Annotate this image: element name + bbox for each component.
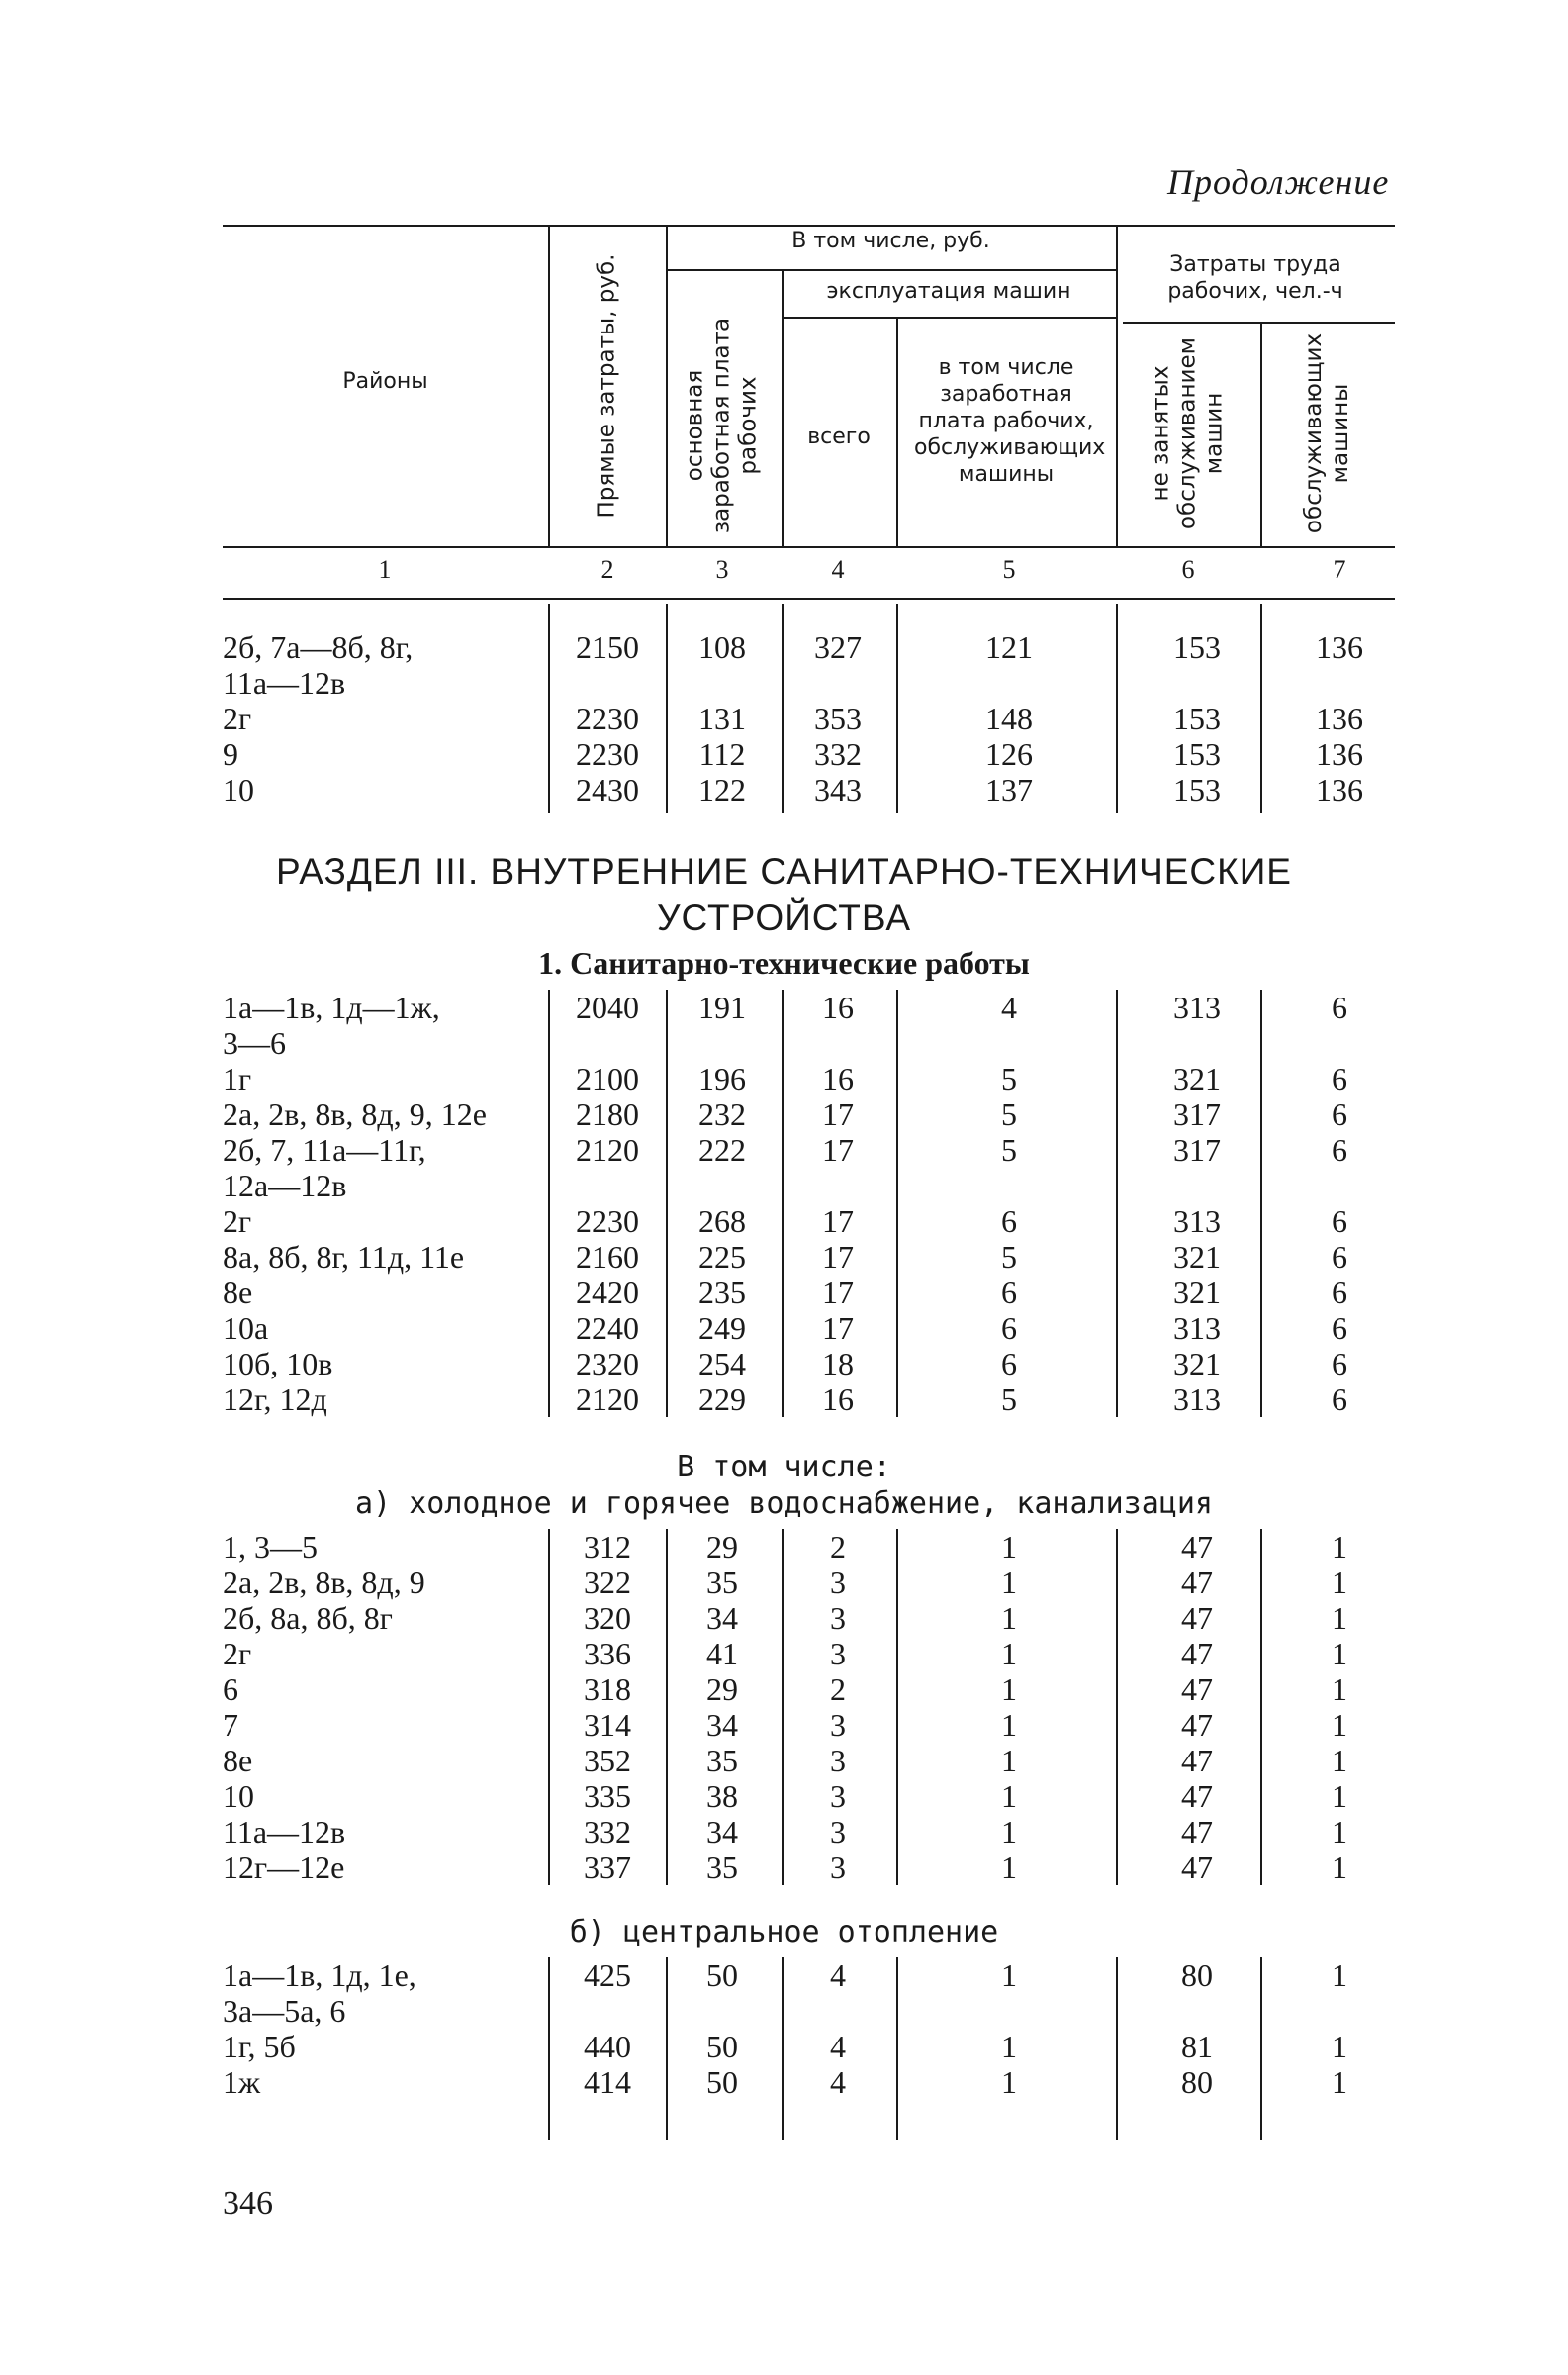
region-cell: 2б, 7а—8б, 8г, xyxy=(223,629,414,665)
value-cell-col6: 321 xyxy=(1173,1239,1221,1275)
region-cell: 2а, 2в, 8в, 8д, 9 xyxy=(223,1565,425,1600)
value-cell-col4: 3 xyxy=(830,1850,846,1885)
value-cell-col5: 1 xyxy=(1001,1957,1017,1993)
value-cell-col3: 50 xyxy=(706,1957,738,1993)
value-cell-col2: 2420 xyxy=(576,1275,639,1310)
header-machine-workers: обслуживающих машины xyxy=(1301,332,1353,534)
value-cell-col2: 337 xyxy=(584,1850,631,1885)
value-cell-col6: 80 xyxy=(1181,1957,1213,1993)
value-cell-col3: 35 xyxy=(706,1743,738,1778)
value-cell-col7: 6 xyxy=(1332,1203,1347,1239)
value-cell-col5: 1 xyxy=(1001,1743,1017,1778)
value-cell-col5: 1 xyxy=(1001,2064,1017,2100)
region-cell: 1а—1в, 1д—1ж, xyxy=(223,990,440,1025)
value-cell-col7: 136 xyxy=(1316,772,1363,808)
value-cell-col5: 148 xyxy=(985,701,1033,736)
value-cell-col3: 38 xyxy=(706,1778,738,1814)
value-cell-col3: 196 xyxy=(698,1061,746,1096)
value-cell-col5: 6 xyxy=(1001,1310,1017,1346)
table-row xyxy=(0,1132,1568,1168)
region-cell: 8е xyxy=(223,1743,253,1778)
value-cell-col2: 2150 xyxy=(576,629,639,665)
value-cell-col2: 440 xyxy=(584,2029,631,2064)
sub-b-title: б) центральное отопление xyxy=(569,1915,999,1949)
value-cell-col6: 47 xyxy=(1181,1671,1213,1707)
value-cell-col3: 34 xyxy=(706,1814,738,1850)
table-row xyxy=(0,1743,1568,1778)
value-cell-col5: 5 xyxy=(1001,1132,1017,1168)
region-cell: 12г, 12д xyxy=(223,1381,327,1417)
value-cell-col7: 136 xyxy=(1316,736,1363,772)
value-cell-col4: 4 xyxy=(830,1957,846,1993)
including-subrule xyxy=(666,269,1116,271)
value-cell-col5: 126 xyxy=(985,736,1033,772)
region-cell: 2б, 7, 11а—11г, xyxy=(223,1132,426,1168)
table-row xyxy=(0,990,1568,1025)
value-cell-col2: 332 xyxy=(584,1814,631,1850)
value-cell-col7: 1 xyxy=(1332,2029,1347,2064)
table-row xyxy=(0,1957,1568,1993)
value-cell-col4: 3 xyxy=(830,1778,846,1814)
value-cell-col3: 41 xyxy=(706,1636,738,1671)
value-cell-col2: 2230 xyxy=(576,736,639,772)
value-cell-col4: 17 xyxy=(822,1203,854,1239)
value-cell-col4: 17 xyxy=(822,1132,854,1168)
header-including-rub: В том числе, руб. xyxy=(791,229,990,253)
value-cell-col7: 1 xyxy=(1332,1707,1347,1743)
value-cell-col5: 1 xyxy=(1001,1636,1017,1671)
value-cell-col5: 1 xyxy=(1001,1671,1017,1707)
value-cell-col6: 321 xyxy=(1173,1275,1221,1310)
value-cell-col5: 5 xyxy=(1001,1061,1017,1096)
region-cell: 1, 3—5 xyxy=(223,1529,318,1565)
header-base-wage: основная заработная плата рабочих xyxy=(682,317,762,534)
colnum-5: 5 xyxy=(1002,555,1016,584)
value-cell-col4: 18 xyxy=(822,1346,854,1381)
value-cell-col7: 6 xyxy=(1332,1381,1347,1417)
region-cell: 11а—12в xyxy=(223,665,346,701)
region-cell: 1ж xyxy=(223,2064,261,2100)
value-cell-col2: 2180 xyxy=(576,1096,639,1132)
table-row xyxy=(0,1600,1568,1636)
value-cell-col4: 16 xyxy=(822,1381,854,1417)
region-cell: 2б, 8а, 8б, 8г xyxy=(223,1600,393,1636)
value-cell-col2: 312 xyxy=(584,1529,631,1565)
value-cell-col6: 47 xyxy=(1181,1565,1213,1600)
value-cell-col6: 81 xyxy=(1181,2029,1213,2064)
value-cell-col3: 35 xyxy=(706,1850,738,1885)
value-cell-col4: 332 xyxy=(814,736,862,772)
value-cell-col7: 1 xyxy=(1332,1529,1347,1565)
region-cell: 6 xyxy=(223,1671,238,1707)
value-cell-col4: 327 xyxy=(814,629,862,665)
value-cell-col3: 229 xyxy=(698,1381,746,1417)
colnum-2: 2 xyxy=(600,555,614,584)
value-cell-col3: 35 xyxy=(706,1565,738,1600)
table-row xyxy=(0,1310,1568,1346)
region-cell: 10 xyxy=(223,772,254,808)
value-cell-col2: 2320 xyxy=(576,1346,639,1381)
colnum-bottom-rule xyxy=(223,598,1395,600)
value-cell-col5: 1 xyxy=(1001,1600,1017,1636)
value-cell-col5: 5 xyxy=(1001,1096,1017,1132)
value-cell-col5: 1 xyxy=(1001,1529,1017,1565)
value-cell-col2: 2160 xyxy=(576,1239,639,1275)
value-cell-col3: 108 xyxy=(698,629,746,665)
value-cell-col5: 121 xyxy=(985,629,1033,665)
value-cell-col6: 153 xyxy=(1173,629,1221,665)
value-cell-col4: 17 xyxy=(822,1275,854,1310)
value-cell-col6: 321 xyxy=(1173,1346,1221,1381)
value-cell-col6: 313 xyxy=(1173,1203,1221,1239)
table-row xyxy=(0,2064,1568,2100)
value-cell-col2: 318 xyxy=(584,1671,631,1707)
region-cell: 12а—12в xyxy=(223,1168,347,1203)
value-cell-col7: 136 xyxy=(1316,629,1363,665)
region-cell: 2г xyxy=(223,701,252,736)
value-cell-col4: 343 xyxy=(814,772,862,808)
value-cell-col5: 6 xyxy=(1001,1275,1017,1310)
sub-a-intro: В том числе: xyxy=(677,1450,891,1484)
region-cell: 8е xyxy=(223,1275,253,1310)
value-cell-col4: 16 xyxy=(822,990,854,1025)
value-cell-col2: 2230 xyxy=(576,1203,639,1239)
value-cell-col4: 3 xyxy=(830,1600,846,1636)
table-row xyxy=(0,701,1568,736)
value-cell-col6: 47 xyxy=(1181,1636,1213,1671)
hv-2 xyxy=(666,225,668,548)
value-cell-col6: 313 xyxy=(1173,1310,1221,1346)
value-cell-col7: 6 xyxy=(1332,1310,1347,1346)
value-cell-col6: 317 xyxy=(1173,1132,1221,1168)
value-cell-col5: 137 xyxy=(985,772,1033,808)
value-cell-col2: 352 xyxy=(584,1743,631,1778)
value-cell-col4: 3 xyxy=(830,1814,846,1850)
value-cell-col2: 2230 xyxy=(576,701,639,736)
region-cell: 9 xyxy=(223,736,238,772)
machine-subrule xyxy=(782,317,1116,319)
value-cell-col7: 1 xyxy=(1332,1743,1347,1778)
value-cell-col6: 153 xyxy=(1173,772,1221,808)
value-cell-col4: 4 xyxy=(830,2029,846,2064)
hv-4 xyxy=(896,317,898,548)
region-cell: 3а—5а, 6 xyxy=(223,1993,346,2029)
table-row xyxy=(0,1025,1568,1061)
table-row xyxy=(0,1239,1568,1275)
value-cell-col4: 2 xyxy=(830,1529,846,1565)
value-cell-col7: 1 xyxy=(1332,1600,1347,1636)
value-cell-col3: 50 xyxy=(706,2029,738,2064)
value-cell-col7: 1 xyxy=(1332,2064,1347,2100)
value-cell-col3: 29 xyxy=(706,1671,738,1707)
value-cell-col2: 320 xyxy=(584,1600,631,1636)
table-row xyxy=(0,736,1568,772)
value-cell-col2: 414 xyxy=(584,2064,631,2100)
hv-1 xyxy=(548,225,550,548)
table-row xyxy=(0,1275,1568,1310)
value-cell-col7: 6 xyxy=(1332,1275,1347,1310)
value-cell-col3: 225 xyxy=(698,1239,746,1275)
header-labor-costs: Затраты труда рабочих, чел.-ч xyxy=(1167,252,1343,304)
table-row xyxy=(0,772,1568,808)
value-cell-col2: 425 xyxy=(584,1957,631,1993)
hv-6 xyxy=(1260,322,1262,548)
value-cell-col7: 1 xyxy=(1332,1850,1347,1885)
value-cell-col5: 4 xyxy=(1001,990,1017,1025)
header-not-machine: не занятых обслуживанием машин xyxy=(1148,336,1228,530)
value-cell-col5: 1 xyxy=(1001,2029,1017,2064)
value-cell-col6: 313 xyxy=(1173,990,1221,1025)
value-cell-col6: 47 xyxy=(1181,1743,1213,1778)
value-cell-col7: 6 xyxy=(1332,990,1347,1025)
value-cell-col5: 5 xyxy=(1001,1381,1017,1417)
table-row xyxy=(0,1778,1568,1814)
region-cell: 1а—1в, 1д, 1е, xyxy=(223,1957,416,1993)
table-row xyxy=(0,1814,1568,1850)
value-cell-col2: 2100 xyxy=(576,1061,639,1096)
value-cell-col7: 6 xyxy=(1332,1096,1347,1132)
table-row xyxy=(0,1671,1568,1707)
table-row xyxy=(0,1061,1568,1096)
table-row xyxy=(0,1993,1568,2029)
value-cell-col4: 3 xyxy=(830,1743,846,1778)
region-cell: 2г xyxy=(223,1636,252,1671)
section-title-line1: РАЗДЕЛ III. ВНУТРЕННИЕ САНИТАРНО-ТЕХНИЧЕСКИЕ xyxy=(276,851,1292,892)
value-cell-col3: 122 xyxy=(698,772,746,808)
table-row xyxy=(0,1346,1568,1381)
value-cell-col3: 268 xyxy=(698,1203,746,1239)
region-cell: 1г xyxy=(223,1061,252,1096)
value-cell-col4: 17 xyxy=(822,1096,854,1132)
colnum-7: 7 xyxy=(1333,555,1346,584)
value-cell-col3: 34 xyxy=(706,1600,738,1636)
colnum-4: 4 xyxy=(831,555,845,584)
section-subtitle: 1. Санитарно-технические работы xyxy=(538,945,1030,981)
header-bottom-rule xyxy=(223,546,1395,548)
value-cell-col4: 3 xyxy=(830,1707,846,1743)
header-top-rule xyxy=(223,225,1395,227)
table-row xyxy=(0,1636,1568,1671)
table-row xyxy=(0,2029,1568,2064)
hv-3 xyxy=(782,269,784,548)
value-cell-col4: 353 xyxy=(814,701,862,736)
value-cell-col3: 50 xyxy=(706,2064,738,2100)
colnum-1: 1 xyxy=(378,555,392,584)
table-row xyxy=(0,1529,1568,1565)
value-cell-col5: 6 xyxy=(1001,1203,1017,1239)
value-cell-col2: 2040 xyxy=(576,990,639,1025)
value-cell-col6: 47 xyxy=(1181,1814,1213,1850)
value-cell-col2: 2430 xyxy=(576,772,639,808)
value-cell-col7: 6 xyxy=(1332,1346,1347,1381)
value-cell-col7: 1 xyxy=(1332,1636,1347,1671)
header-regions: Районы xyxy=(342,369,428,394)
value-cell-col3: 34 xyxy=(706,1707,738,1743)
labor-subrule xyxy=(1123,322,1395,324)
value-cell-col2: 2120 xyxy=(576,1381,639,1417)
region-cell: 2а, 2в, 8в, 8д, 9, 12е xyxy=(223,1096,487,1132)
table-row xyxy=(0,1381,1568,1417)
value-cell-col7: 1 xyxy=(1332,1957,1347,1993)
value-cell-col6: 47 xyxy=(1181,1778,1213,1814)
value-cell-col5: 5 xyxy=(1001,1239,1017,1275)
value-cell-col4: 16 xyxy=(822,1061,854,1096)
value-cell-col5: 1 xyxy=(1001,1707,1017,1743)
sub-a-title: а) холодное и горячее водоснабжение, канализация xyxy=(355,1486,1213,1521)
value-cell-col7: 1 xyxy=(1332,1814,1347,1850)
value-cell-col4: 3 xyxy=(830,1636,846,1671)
value-cell-col4: 2 xyxy=(830,1671,846,1707)
table-row xyxy=(0,1707,1568,1743)
header-machine-operation: эксплуатация машин xyxy=(826,279,1071,304)
value-cell-col7: 6 xyxy=(1332,1132,1347,1168)
page-number: 346 xyxy=(223,2185,273,2222)
value-cell-col6: 47 xyxy=(1181,1850,1213,1885)
value-cell-col3: 131 xyxy=(698,701,746,736)
value-cell-col7: 6 xyxy=(1332,1239,1347,1275)
value-cell-col6: 317 xyxy=(1173,1096,1221,1132)
value-cell-col7: 136 xyxy=(1316,701,1363,736)
value-cell-col5: 1 xyxy=(1001,1565,1017,1600)
value-cell-col6: 47 xyxy=(1181,1600,1213,1636)
region-cell: 11а—12в xyxy=(223,1814,346,1850)
colnum-3: 3 xyxy=(715,555,729,584)
table-row xyxy=(0,665,1568,701)
region-cell: 10а xyxy=(223,1310,269,1346)
region-cell: 10 xyxy=(223,1778,254,1814)
value-cell-col2: 322 xyxy=(584,1565,631,1600)
value-cell-col4: 3 xyxy=(830,1565,846,1600)
table-row xyxy=(0,1850,1568,1885)
value-cell-col6: 47 xyxy=(1181,1707,1213,1743)
value-cell-col7: 1 xyxy=(1332,1778,1347,1814)
value-cell-col6: 153 xyxy=(1173,701,1221,736)
value-cell-col3: 254 xyxy=(698,1346,746,1381)
header-direct-costs: Прямые затраты, руб. xyxy=(594,253,620,519)
table-row xyxy=(0,1203,1568,1239)
value-cell-col3: 191 xyxy=(698,990,746,1025)
value-cell-col5: 1 xyxy=(1001,1814,1017,1850)
region-cell: 7 xyxy=(223,1707,238,1743)
value-cell-col4: 17 xyxy=(822,1239,854,1275)
value-cell-col3: 112 xyxy=(698,736,746,772)
header-total: всего xyxy=(807,425,871,449)
continuation-label: Продолжение xyxy=(1167,162,1390,202)
value-cell-col6: 153 xyxy=(1173,736,1221,772)
value-cell-col7: 1 xyxy=(1332,1565,1347,1600)
value-cell-col3: 232 xyxy=(698,1096,746,1132)
section-title-line2: УСТРОЙСТВА xyxy=(656,898,912,938)
value-cell-col6: 313 xyxy=(1173,1381,1221,1417)
value-cell-col4: 17 xyxy=(822,1310,854,1346)
region-cell: 12г—12е xyxy=(223,1850,345,1885)
value-cell-col2: 2240 xyxy=(576,1310,639,1346)
header-including-wage-machinists: в том числе заработная плата рабочих, обслуживающих машины xyxy=(914,355,1106,487)
region-cell: 1г, 5б xyxy=(223,2029,296,2064)
value-cell-col7: 1 xyxy=(1332,1671,1347,1707)
value-cell-col2: 336 xyxy=(584,1636,631,1671)
value-cell-col5: 6 xyxy=(1001,1346,1017,1381)
region-cell: 2г xyxy=(223,1203,252,1239)
region-cell: 3—6 xyxy=(223,1025,286,1061)
value-cell-col3: 235 xyxy=(698,1275,746,1310)
value-cell-col2: 335 xyxy=(584,1778,631,1814)
region-cell: 8а, 8б, 8г, 11д, 11е xyxy=(223,1239,465,1275)
value-cell-col5: 1 xyxy=(1001,1850,1017,1885)
table-row xyxy=(0,1096,1568,1132)
table-row xyxy=(0,1168,1568,1203)
value-cell-col3: 222 xyxy=(698,1132,746,1168)
table-row xyxy=(0,629,1568,665)
value-cell-col3: 29 xyxy=(706,1529,738,1565)
region-cell: 10б, 10в xyxy=(223,1346,333,1381)
value-cell-col5: 1 xyxy=(1001,1778,1017,1814)
value-cell-col2: 2120 xyxy=(576,1132,639,1168)
value-cell-col2: 314 xyxy=(584,1707,631,1743)
value-cell-col3: 249 xyxy=(698,1310,746,1346)
colnum-6: 6 xyxy=(1181,555,1195,584)
value-cell-col6: 321 xyxy=(1173,1061,1221,1096)
value-cell-col6: 47 xyxy=(1181,1529,1213,1565)
table-row xyxy=(0,1565,1568,1600)
value-cell-col6: 80 xyxy=(1181,2064,1213,2100)
value-cell-col7: 6 xyxy=(1332,1061,1347,1096)
value-cell-col4: 4 xyxy=(830,2064,846,2100)
